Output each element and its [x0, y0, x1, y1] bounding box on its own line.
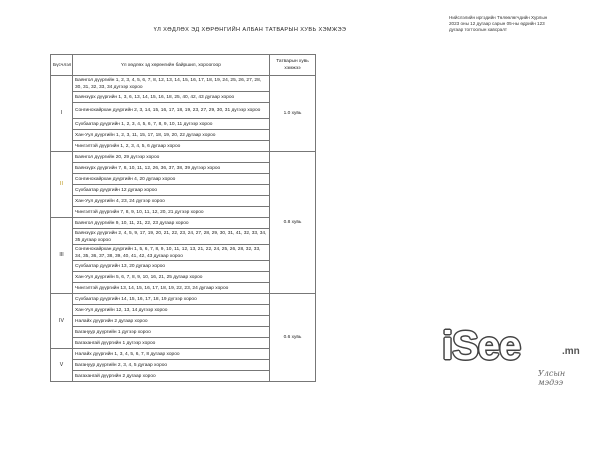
location-cell: Баянгол дүүргийн 9, 10, 11, 21, 22, 23 дугаар хороо [73, 218, 270, 229]
location-cell: Багахангай дүүргийн 2 дугаар хороо [73, 371, 270, 382]
watermark-signature: Улсын мэдээ [538, 369, 566, 387]
approval-line: дугаар тогтоолын хавсралт [449, 27, 508, 33]
table-row [51, 76, 316, 92]
zone-label: V [51, 349, 73, 382]
approval-line: Нийслэлийн иргэдийн Төлөөлөгчдийн Хурлын [449, 15, 548, 20]
isee-watermark-logo [442, 324, 582, 394]
approval-note [449, 15, 595, 34]
zone-label: I [51, 76, 73, 152]
location-column-header: Үл хөдлөх эд хөрөнгийн байршил, хороогоор [73, 55, 270, 76]
location-cell: Сүхбаатар дүүргийн 12 дугаар хороо [73, 185, 270, 196]
rate-column-header: Татварын хувь хэмжээ [270, 55, 316, 76]
location-cell: Чингэлтэй дүүргийн 7, 8, 9, 10, 11, 12, 20, 21 дүгээр хороо [73, 207, 270, 218]
location-cell: Хан-Уул дүүргийн 1, 2, 3, 11, 15, 17, 18, 19, 20, 22 дугаар хороо [73, 130, 270, 141]
location-cell: Хан-Уул дүүргийн 5, 6, 7, 8, 9, 10, 16, 21, 25 дугаар хороо [73, 272, 270, 283]
location-cell: Багахангай дүүргийн 1 дүгээр хороо [73, 338, 270, 349]
location-cell: Баянгол дүүргийн 1, 2, 3, 4, 5, 6, 7, 8, 12, 13, 14, 15, 16, 17, 18, 19, 24, 25, 26, 27, 28, 30, 31, 32, 33, 34 дүгээр хороо [73, 76, 270, 92]
location-cell: Чингэлтэй дүүргийн 1, 2, 3, 4, 5, 6 дугаар хороо [73, 141, 270, 152]
location-cell: Чингэлтэй дүүргийн 13, 14, 15, 16, 17, 18, 19, 22, 23, 24 дугаар хороо [73, 283, 270, 294]
location-cell: Баянзүрх дүүргийн 7, 8, 10, 11, 12, 26, 36, 37, 38, 39 дүгээр хороо [73, 163, 270, 174]
table-row [51, 152, 316, 163]
location-cell: Сонгинохайрхан дүүргийн 1, 5, 6, 7, 8, 9, 10, 11, 12, 13, 21, 22, 24, 25, 26, 28, 32, 33, 34, 35, 36, 37, 38, 39, 40, 41, 42, 43 дугаар хороо [73, 245, 270, 261]
zone-label: III [51, 218, 73, 294]
watermark-tld: .mn [562, 346, 580, 357]
location-cell: Баянгол дүүргийн 20, 29 дүгээр хороо [73, 152, 270, 163]
location-cell: Сүхбаатар дүүргийн 14, 15, 16, 17, 18, 19 дүгээр хороо [73, 294, 270, 305]
table-row [51, 294, 316, 305]
location-cell: Хан-Уул дүүргийн 12, 13, 14 дүгээр хороо [73, 305, 270, 316]
location-cell: Багануур дүүргийн 1 дүгээр хороо [73, 327, 270, 338]
watermark-brand: iSee [442, 324, 521, 368]
tax-rate-table [50, 54, 316, 382]
location-cell: Багануур дүүргийн 2, 3, 4, 5 дугаар хороо [73, 360, 270, 371]
location-cell: Сүхбаатар дүүргийн 13, 20 дугаар хороо [73, 261, 270, 272]
rate-cell: 1.0 хувь [270, 76, 316, 152]
rate-cell: 0.8 хувь [270, 152, 316, 294]
location-cell: Хан-Уул дүүргийн 4, 23, 24 дүгээр хороо [73, 196, 270, 207]
table-header-row [51, 55, 316, 76]
document-title: ҮЛ ХӨДЛӨХ ЭД ХӨРӨНГИЙН АЛБАН ТАТВАРЫН ХУВЬ ХЭМЖЭЭ [153, 27, 347, 33]
approval-line: 2023 оны 12 дугаар сарын 05-ны өдрийн 123 [449, 21, 545, 27]
location-cell: Сонгинохайрхан дүүргийн 4, 20 дугаар хороо [73, 174, 270, 185]
location-cell: Сонгинохайрхан дүүргийн 2, 3, 14, 15, 16, 17, 18, 19, 23, 27, 29, 30, 31 дүгээр хороо [73, 103, 270, 119]
location-cell: Налайх дүүргийн 2 дугаар хороо [73, 316, 270, 327]
rate-cell: 0.6 хувь [270, 294, 316, 382]
zone-label: II [51, 152, 73, 218]
location-cell: Сүхбаатар дүүргийн 1, 2, 3, 4, 5, 6, 7, 8, 9, 10, 11 дүгээр хороо [73, 119, 270, 130]
location-cell: Баянзүрх дүүргийн 1, 3, 6, 13, 14, 15, 16, 18, 25, 40, 42, 43 дугаар хороо [73, 92, 270, 103]
location-cell: Баянзүрх дүүргийн 2, 4, 5, 9, 17, 19, 20, 21, 22, 23, 24, 27, 28, 29, 30, 31, 41, 32, 33, 34, 35 дугаар хороо [73, 229, 270, 245]
zone-label: IV [51, 294, 73, 349]
zone-column-header: Бүсчлэл [51, 55, 73, 76]
location-cell: Налайх дүүргийн 1, 3, 4, 5, 6, 7, 8 дугаар хороо [73, 349, 270, 360]
